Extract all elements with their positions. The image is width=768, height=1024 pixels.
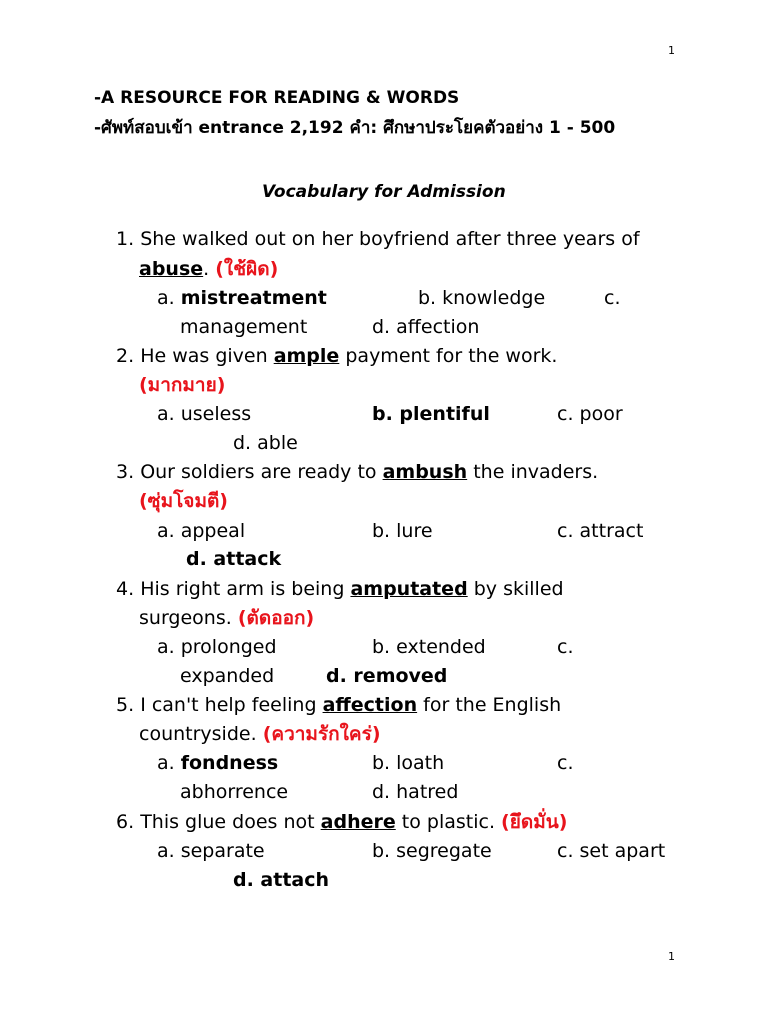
question-number: 3. [116,461,135,483]
question-text: Our soldiers are ready to [140,461,377,483]
choice-c-continued: expanded [180,665,275,687]
keyword: adhere [320,811,396,833]
question-text: payment for the work. [345,345,558,367]
page-number-bottom: 1 [668,950,675,963]
question-text: He was given [140,345,268,367]
question-text: for the English [423,694,562,716]
choice-c: c. [557,636,574,658]
thai-meaning: (ซุ่มโจมตี) [139,490,228,512]
choice-d: d. able [233,432,298,454]
choice-a: a. useless [157,403,252,425]
choice-b: b. loath [372,752,445,774]
page-number-top: 1 [668,44,675,57]
correct-answer: fondness [180,752,279,774]
choice-a [157,751,278,775]
keyword: abuse [139,258,204,280]
document-title: Vocabulary for Admission [262,182,506,202]
choice-prefix: a. [157,287,181,309]
thai-meaning: (ยึดมั่น) [501,811,568,833]
choice-c: c. attract [557,520,644,542]
choice-a: a. prolonged [157,636,277,658]
choice-b: b. extended [372,636,486,658]
question-number: 6. [116,811,135,833]
thai-meaning: (ความรักใคร่) [262,723,381,745]
choice-c-continued: management [180,316,308,338]
choice-b: b. segregate [372,840,492,862]
question-4-sentence [116,577,564,601]
thai-meaning: (ใช้ผิด) [215,258,279,280]
question-text: This glue does not [140,811,315,833]
keyword: ample [273,345,340,367]
choice-d-correct: d. attach [233,869,330,891]
thai-meaning: (มากมาย) [139,374,226,396]
question-5-sentence [116,693,561,717]
choice-d-correct: d. attack [186,548,282,570]
question-number: 4. [116,578,135,600]
choice-d-correct: d. removed [326,665,448,687]
question-text: I can't help feeling [140,694,317,716]
choice-c: c. set apart [557,840,666,862]
choice-b: b. lure [372,520,433,542]
choice-c: c. [557,752,574,774]
question-text: by skilled [473,578,564,600]
choice-d: d. hatred [372,781,459,803]
question-number: 2. [116,345,135,367]
choice-d: d. affection [372,316,480,338]
question-text: surgeons. [139,607,232,629]
choice-a: a. appeal [157,520,246,542]
thai-meaning: (ตัดออก) [237,607,315,629]
question-3-sentence [116,460,598,484]
choice-c: c. [604,287,621,309]
question-text: countryside. [139,723,257,745]
question-1-sentence [116,227,640,251]
keyword: ambush [382,461,468,483]
question-1-keyword-line [139,257,278,281]
question-number: 5. [116,694,135,716]
question-4-continued [139,606,314,630]
question-number: 1. [116,228,135,250]
choice-a: a. separate [157,840,265,862]
question-text: She walked out on her boyfriend after three years of [140,228,640,250]
question-2-sentence [116,344,557,368]
choice-a [157,286,327,310]
header-line-1: -A RESOURCE FOR READING & WORDS [94,88,460,108]
choice-c: c. poor [557,403,623,425]
question-text: His right arm is being [140,578,345,600]
choice-c-continued: abhorrence [180,781,289,803]
question-text: to plastic. [401,811,495,833]
keyword: affection [322,694,418,716]
keyword: amputated [350,578,468,600]
choice-b-correct: b. plentiful [372,403,490,425]
question-5-continued [139,722,381,746]
question-text: the invaders. [473,461,599,483]
choice-b: b. knowledge [418,287,546,309]
choice-prefix: a. [157,752,175,774]
question-text: . [203,258,210,280]
correct-answer: mistreatment [180,287,327,309]
question-6-sentence [116,810,567,834]
header-line-2: -ศัพท์สอบเข้า entrance 2,192 คำ: ศึกษาประโยคตัวอย่าง 1 - 500 [94,118,616,138]
